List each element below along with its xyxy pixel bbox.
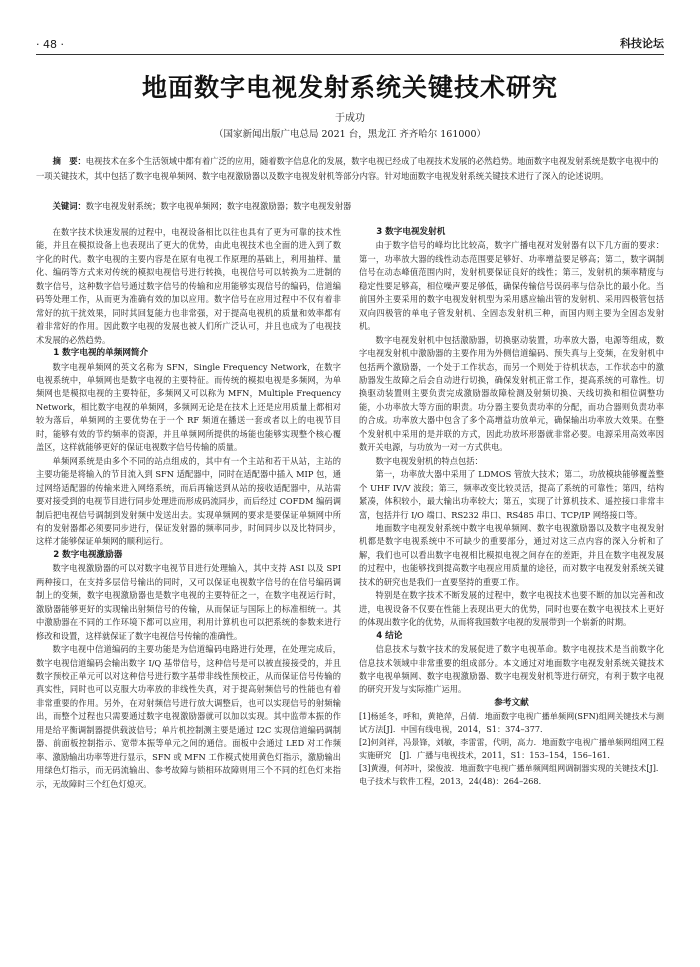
paragraph: 地面数字电视发射系统中数字电视单频网、数字电视激励器以及数字电视发射机都是数字电视系统中不可缺少的重要部分，通过对这三点内容的深入分析和了解，我们也可以看出数字电视相比模拟电视之间存在的差距，并且在数字电视发展的过程中，也能够找到提高数字电视应用质量的途径，而对数字电视发射系统关键技术的研究也是我们一直要坚持的重要工作。 bbox=[359, 522, 664, 587]
paragraph: 数字电视发射机中包括激励器，切换驱动装置，功率放大器，电源等组成，数字电视发射机中激励器的主要作用为外侧信道编码、预失真与上变频，在发射机中包括两个激励器，一个处于工作状态，而另一个则处于待机状态，工作状态中的激励器发生故障之后会自动进行切换，确保发射机正常工作，提高系统的可靠性。切换驱动装置则主要负责完成激励器故障检测及射频切换、天线切换和相位调整功能，小功率放大等方面的职责。功分器主要负责功率的分配，而功合器则负责功率的合成。功率放大器中包含了多个高增益功放单元，确保输出功率放大效果。在整个发射机中采用的是并联的方式，因此功放坏形器就非常必要。电源采用高效率因数开关电源，与功放为一对一方式供电。 bbox=[359, 334, 664, 453]
section-heading: 2 数字电视激励器 bbox=[53, 549, 123, 560]
paragraph: 数字电视中信道编码的主要功能是为信道编码电路进行处理，在处理完成后，数字电视信道编码会输出数字 I/Q 基带信号，这种信号是可以被直接接受的，并且数字预校正单元可以对这种信号进行数字基带非线性预校正，从而保证信号传输的真实性，同时也可以克服大功率放的非线性失真，对于提高射频信号的性能也有着非常重要的作用。另外，在对射频信号进行放大调整后，也可以实现信号的射频输出，而整个过程也只需要通过数字电视激励器就可以加以实现。其中监带本振的作用是给平衡调制器提供载波信号；单片机控制测主要是通过 I2C 实现信道编码调制器、前面板控制指示、宽带本振等单元之间的通信。面板中会通过 LED 对工作频率、激励输出功率等进行显示，SFN 或 MFN 工作模式使用黄色灯指示，激励输出用绿色灯指示，而无码流输出、参考故障与锁相环故障则用三个不同的红色灯来指示，无故障时三个红色灯熄灭。 bbox=[36, 644, 341, 789]
reference-item: [1]杨延冬，呼和，黄艳萍，吕倩．地面数字电视广播单频网(SFN)组网关键技术与测试方法[J]．中国有线电视，2014，S1：374–377． bbox=[359, 711, 664, 735]
abstract-text: 电视技术在多个生活领域中都有着广泛的应用，随着数字信息化的发展，数字电视已经成了电视技术发展的必然趋势。地面数字电视发射系统是数字电视中的一项关键技术，其中包括了数字电视单频网、数字电视激励器以及数字电视发射机等部分内容。针对地面数字电视发射系统关键技术进行了深入的论述说明。 bbox=[36, 156, 659, 181]
journal-name: 科技论坛 bbox=[620, 37, 664, 50]
section-heading: 4 结论 bbox=[376, 630, 403, 641]
section-heading: 3 数字电视发射机 bbox=[376, 227, 446, 237]
paragraph: 数字电视发射机的特点包括： bbox=[375, 455, 483, 466]
paper-title: 地面数字电视发射系统关键技术研究 bbox=[141, 73, 558, 102]
reference-item: [3]黄漫，何苏叶，梁俊波．地面数字电视广播单频网组网调制器实现的关键技术[J]．电子技术与软件工程，2013，24(48)：264–268． bbox=[359, 763, 664, 787]
left-column bbox=[36, 226, 341, 791]
page-number: · 48 · bbox=[36, 38, 64, 51]
paragraph: 在数字技术快速发展的过程中，电视设备相比以往也具有了更为可靠的技术性能，并且在模拟设备上也表现出了更大的优势，由此电视技术也全面的进入到了数字化的时代。数字电视的主要内容是在原有电视工作原理的基础上，利用抽样、量化、编码等方式来对传统的模拟电视信号进行转换，电视信号可以转换为二进制的数字信号，这种数字信号通过数字信号的传输和应用能够实现信号的编码，信道编码等处理工作，从而更为准确有效的加以应用。数字信号在应用过程中不仅有着非常好的抗干扰效果，同时其回复能力也非常强，对于提高电视机的质量和效率都有着非常好的作用。因此数字电视的发展也被人们所广泛认可，并且也成为了电视技术发展的必然趋势。 bbox=[36, 227, 341, 345]
paragraph: 数字电视单频网的英文名称为 SFN，Single Frequency Network，在数字电视系统中，单频网也是数字电视的主要特征。而传统的模拟电视是多频网，为单频网也是模拟电视的主要特征，多频网又可以称为 MFN，Multiple Frequency Network，相比数字电视的单频网，多频网无论是在技术上还是应用质量上都相对较为落后，单频网的主要优势在于一个 RF 频道在播送一套或者以上的电视节目时，能够有效的节约频率的资源，并且单频网所提供的场能也能够实现整个核心覆盖区，这样就能够更好的保证电视数字信号传输的质量。 bbox=[36, 361, 341, 453]
paragraph: 数字电视激励器的可以对数字电视节目进行处理输入，其中支持 ASI 以及 SPI 两种接口，在支持多层信号输出的同时，又可以保证电视数字信号的在信号编码调制上的变频，数字电视激励器也是数字电视的主要特征之一，在数字电视运行时，激励器能够更好的实现输出射频信号的传输，从而保证与国际上的标准相统一。其中激励器在不同的工作环境下都可以应用，利用计算机也可以把系统的参数来进行修改和设置，这样就保证了数字电视信号传输的准确性。 bbox=[36, 563, 341, 641]
abstract-label: 摘 要： bbox=[52, 156, 86, 166]
paragraph: 第一，功率放大器中采用了 LDMOS 管放大技术；第二，功放模块能够覆盖整个 UHF IV/V 波段；第三，频率改变比较灵活，提高了系统的可靠性；第四，结构紧凑，体积较小，最大输出功率较大；第五，实现了计算机技术、遥控接口非常丰富，包括并行 I/O 端口、RS232 串口、RS485 串口、TCP/IP 网络接口等。 bbox=[359, 469, 664, 520]
paragraph: 单频网系统是由多个不同的站点组成的，其中有一个主站和若干从站，主站的主要功能是将输入的节目流入到 SFN 适配器中，同时在适配器中插入 MIP 包，通过网络适配器的传输来进入网络系统，而后再输送到从站的接收适配器中，从站需要对接受到的电视节目进行同步处理进而形成码流同步，而后经过 COFDM 编码调制后把电视信号调制到发射频中发送出去。实现单频网的要求是要保证单频网中所有的发射器都必须要同步进行，保证发射器的频率同步，时间同步以及比特同步，这样才能够保证单频网的顺利运行。 bbox=[36, 455, 341, 547]
paragraph: 信息技术与数字技术的发展促进了数字电视革命。数字电视技术是当前数字化信息技术领域中非常重要的组成部分。本文通过对地面数字电视发射系统关键技术数字电视单频网、数字电视激励器、数字电视发射机等进行研究，有利于数字电视的研究开发与实际推广运用。 bbox=[359, 644, 664, 695]
running-header bbox=[36, 34, 664, 55]
author: 于成功 bbox=[335, 113, 365, 124]
right-column bbox=[359, 226, 664, 788]
abstract bbox=[36, 154, 664, 184]
references-heading: 参考文献 bbox=[494, 697, 529, 708]
paragraph: 由于数字信号的峰均比比较高，数字广播电视对发射器有以下几方面的要求：第一，功率放大器的线性动态范围要足够好、功率增益要足够高；第二，数字调制信号在动态峰值范围内时，发射机要保证良好的线性；第三，发射机的频率精度与稳定性要足够高，相位噪声要足够低，确保传输信号误码率与信杂比的最小化。当前国外主要采用的数字电视发射机型为采用感应输出管的发射机、采用四极管包括双向四极管的单电子管发射机、全固态发射机三种，而国内则主要为全固态发射机。 bbox=[359, 240, 664, 332]
keywords bbox=[36, 199, 664, 214]
reference-item: [2]何剑祥，冯景锋，刘敏，李雷雷，代明，高力．地面数字电视广播单频网组网工程实施研究 [J]．广播与电视技术，2011，S1：153–154，156–161． bbox=[359, 737, 664, 761]
keywords-label: 关键词： bbox=[52, 201, 86, 211]
paragraph: 特别是在数字技术不断发展的过程中，数字电视技术也要不断的加以完善和改进，电视设备不仅要在性能上表现出更大的优势，同时也要在数字电视技术上更好的体现出数字化的优势，从而将我国数字电视的发展带到一个崭新的时期。 bbox=[359, 590, 664, 628]
keywords-text: 数字电视发射系统；数字电视单频网；数字电视激励器；数字电视发射器 bbox=[85, 201, 352, 211]
section-heading: 1 数字电视的单频网简介 bbox=[53, 348, 149, 359]
affiliation: （国家新闻出版广电总局 2021 台，黑龙江 齐齐哈尔 161000） bbox=[213, 129, 487, 140]
